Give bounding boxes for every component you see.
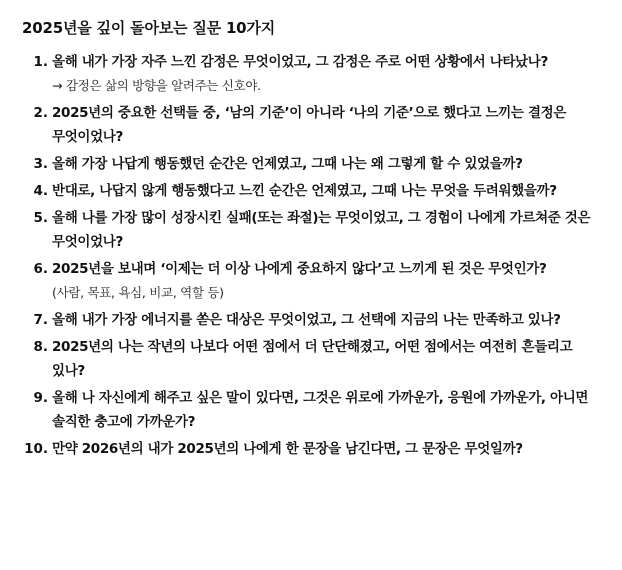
question-text: 2025년의 나는 작년의 나보다 어떤 점에서 더 단단해졌고, 어떤 점에서는 여전히 흔들리고 있나? (52, 339, 573, 379)
question-number: 9. (33, 390, 48, 406)
question-number: 2. (33, 105, 48, 121)
question-number: 3. (33, 156, 48, 172)
question-number: 7. (33, 312, 48, 328)
question-item (22, 179, 608, 203)
question-text: 2025년을 보내며 ‘이제는 더 이상 나에게 중요하지 않다’고 느끼게 된 것은 무엇인가? (52, 261, 547, 277)
question-text: 올해 가장 나답게 행동했던 순간은 언제였고, 그때 나는 왜 그렇게 할 수 있었을까? (52, 156, 523, 172)
question-number: 4. (33, 183, 48, 199)
question-item (22, 101, 608, 149)
question-item (22, 386, 608, 434)
question-list (22, 50, 608, 461)
question-item (22, 152, 608, 176)
question-text: 2025년의 중요한 선택들 중, ‘남의 기준’이 아니라 ‘나의 기준’으로 했다고 느끼는 결정은 무엇이었나? (52, 105, 567, 145)
question-item (22, 206, 608, 254)
question-number: 6. (33, 261, 48, 277)
question-note: (사람, 목표, 욕심, 비교, 역할 등) (52, 285, 224, 300)
question-item (22, 308, 608, 332)
question-text: 반대로, 나답지 않게 행동했다고 느낀 순간은 언제였고, 그때 나는 무엇을 두려워했을까? (52, 183, 557, 199)
question-item (22, 257, 608, 305)
question-note: → 감정은 삶의 방향을 알려주는 신호야. (52, 78, 261, 93)
question-number: 1. (33, 54, 48, 70)
question-text: 올해 나를 가장 많이 성장시킨 실패(또는 좌절)는 무엇이었고, 그 경험이 나에게 가르쳐준 것은 무엇이었나? (52, 210, 591, 250)
question-item (22, 437, 608, 461)
question-text: 올해 내가 가장 자주 느낀 감정은 무엇이었고, 그 감정은 주로 어떤 상황에서 나타났나? (52, 54, 548, 70)
question-text: 올해 나 자신에게 해주고 싶은 말이 있다면, 그것은 위로에 가까운가, 응원에 가까운가, 아니면 솔직한 충고에 가까운가? (52, 390, 589, 430)
question-text: 만약 2026년의 내가 2025년의 나에게 한 문장을 남긴다면, 그 문장은 무엇일까? (52, 441, 523, 457)
document-title: 2025년을 깊이 돌아보는 질문 10가지 (22, 19, 275, 37)
question-number: 5. (33, 210, 48, 226)
question-item (22, 50, 608, 98)
question-number: 10. (24, 441, 48, 457)
question-item (22, 335, 608, 383)
question-number: 8. (33, 339, 48, 355)
question-text: 올해 내가 가장 에너지를 쏟은 대상은 무엇이었고, 그 선택에 지금의 나는 만족하고 있나? (52, 312, 561, 328)
